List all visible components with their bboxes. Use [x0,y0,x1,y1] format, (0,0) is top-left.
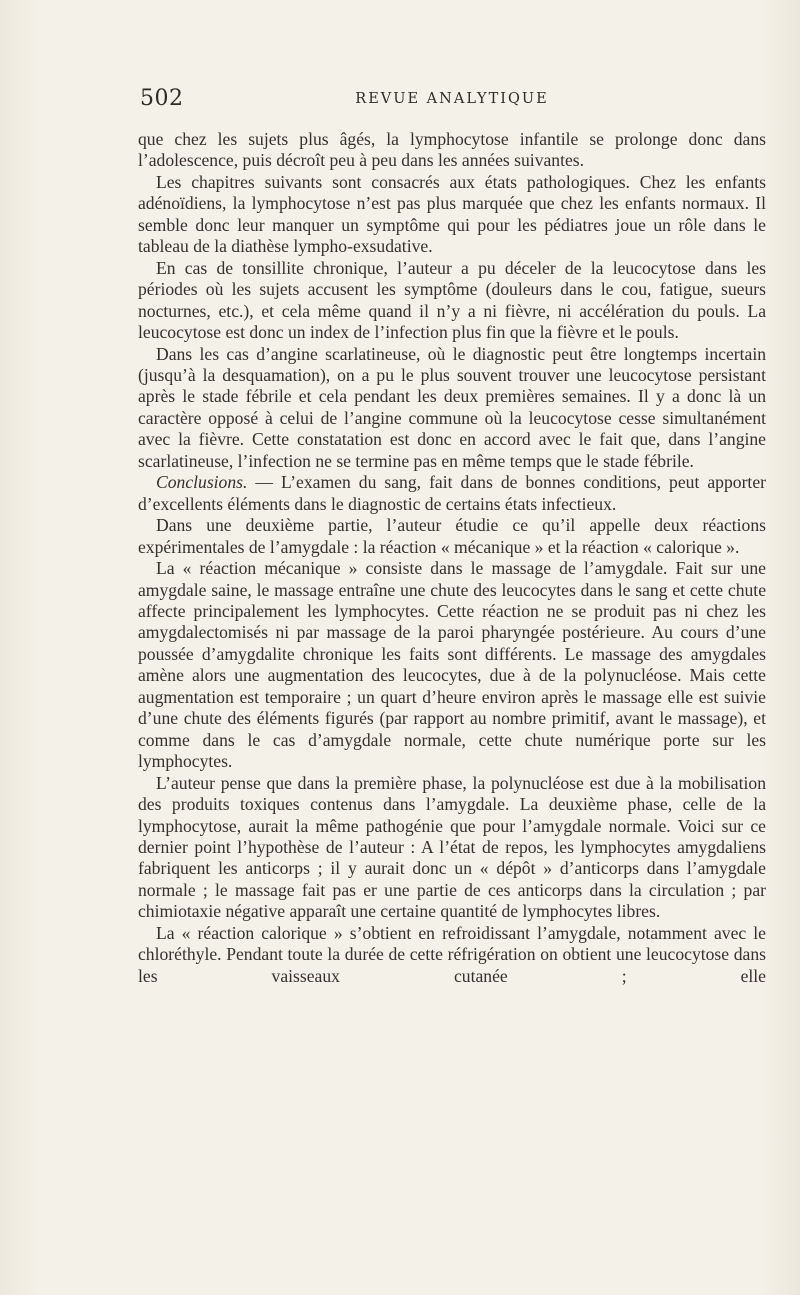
paragraph: Dans les cas d’angine scarlatineuse, où le diagnostic peut être longtemps incertain (jusqu’à la desquamation), on a pu le plus souvent trouver une leucocytose persistant après le stade fébrile et cela pendant les deux premières semaines. Il y a donc là un caractère opposé à celui de l’angine commune où la leucocytose cesse simultanément avec la fièvre. Cette constatation est donc en accord avec le fait que, dans l’angine scarlatineuse, l’infection ne se termine pas en même temps que le stade fébrile. [138,343,766,471]
running-title: REVUE ANALYTIQUE [355,91,549,107]
paragraph: Les chapitres suivants sont consacrés aux états pathologiques. Chez les enfants adénoïdiens, la lymphocytose n’est pas plus marquée que chez les enfants normaux. Il semble donc leur manquer un symptôme qui pour les pédiatres joue un rôle dans le tableau de la diathèse lympho-exsudative. [138,171,766,257]
paragraph: La « réaction calorique » s’obtient en refroidissant l’amygdale, notamment avec le chloréthyle. Pendant toute la durée de cette réfrigération on obtient une leucocytose dans les vaisseaux cutanée ; elle [138,922,766,986]
paragraph-conclusions: Conclusions. — L’examen du sang, fait dans de bonnes conditions, peut apporter d’excellents éléments dans le diagnostic de certains états infectieux. [138,472,766,514]
paragraph: que chez les sujets plus âgés, la lymphocytose infantile se prolonge donc dans l’adolescence, puis décroît peu à peu dans les années suivantes. [138,129,766,171]
paragraph: La « réaction mécanique » consiste dans le massage de l’amygdale. Fait sur une amygdale saine, le massage entraîne une chute des leucocytes dans le sang et cette chute affecte principalement les lymphocytes. Cette réaction ne se produit pas ni chez les amygdalectomisés ni par massage de la paroi pharyngée postérieure. Au cours d’une poussée d’amygdalite chronique les faits sont différents. Le massage des amygdales amène alors une augmentation des leucocytes, due à de la polynucléose. Mais cette augmentation est temporaire ; un quart d’heure environ après le massage elle est suivie d’une chute des éléments figurés (par rapport au nombre primitif, avant le massage), et comme dans le cas d’amygdale normale, cette chute numérique porte sur les lymphocytes. [138,558,766,772]
page-header [138,86,766,116]
page-number: 502 [140,86,184,111]
article-body [138,129,766,987]
paragraph: En cas de tonsillite chronique, l’auteur a pu déceler de la leucocytose dans les périodes où les sujets accusent les symptôme (douleurs dans le cou, fatigue, sueurs nocturnes, etc.), et cela même quand il n’y a ni fièvre, ni accélération du pouls. La leucocytose est donc un index de l’infection plus fin que la fièvre et le pouls. [138,257,766,343]
paragraph: L’auteur pense que dans la première phase, la polynucléose est due à la mobilisation des produits toxiques contenus dans l’amygdale. La deuxième phase, celle de la lymphocytose, aurait la même pathogénie que pour l’amygdale normale. Voici sur ce dernier point l’hypothèse de l’auteur : A l’état de repos, les lymphocytes amygdaliens fabriquent les anticorps ; il y aurait donc un « dépôt » d’anticorps dans l’amygdale normale ; le massage fait pas er une partie de ces anticorps dans la circulation ; par chimiotaxie négative apparaît une certaine quantité de lymphocytes libres. [138,772,766,922]
section-lead: Conclusions. [156,472,248,493]
paragraph: Dans une deuxième partie, l’auteur étudie ce qu’il appelle deux réactions expérimentales de l’amygdale : la réaction « mécanique » et la réaction « calorique ». [138,515,766,557]
